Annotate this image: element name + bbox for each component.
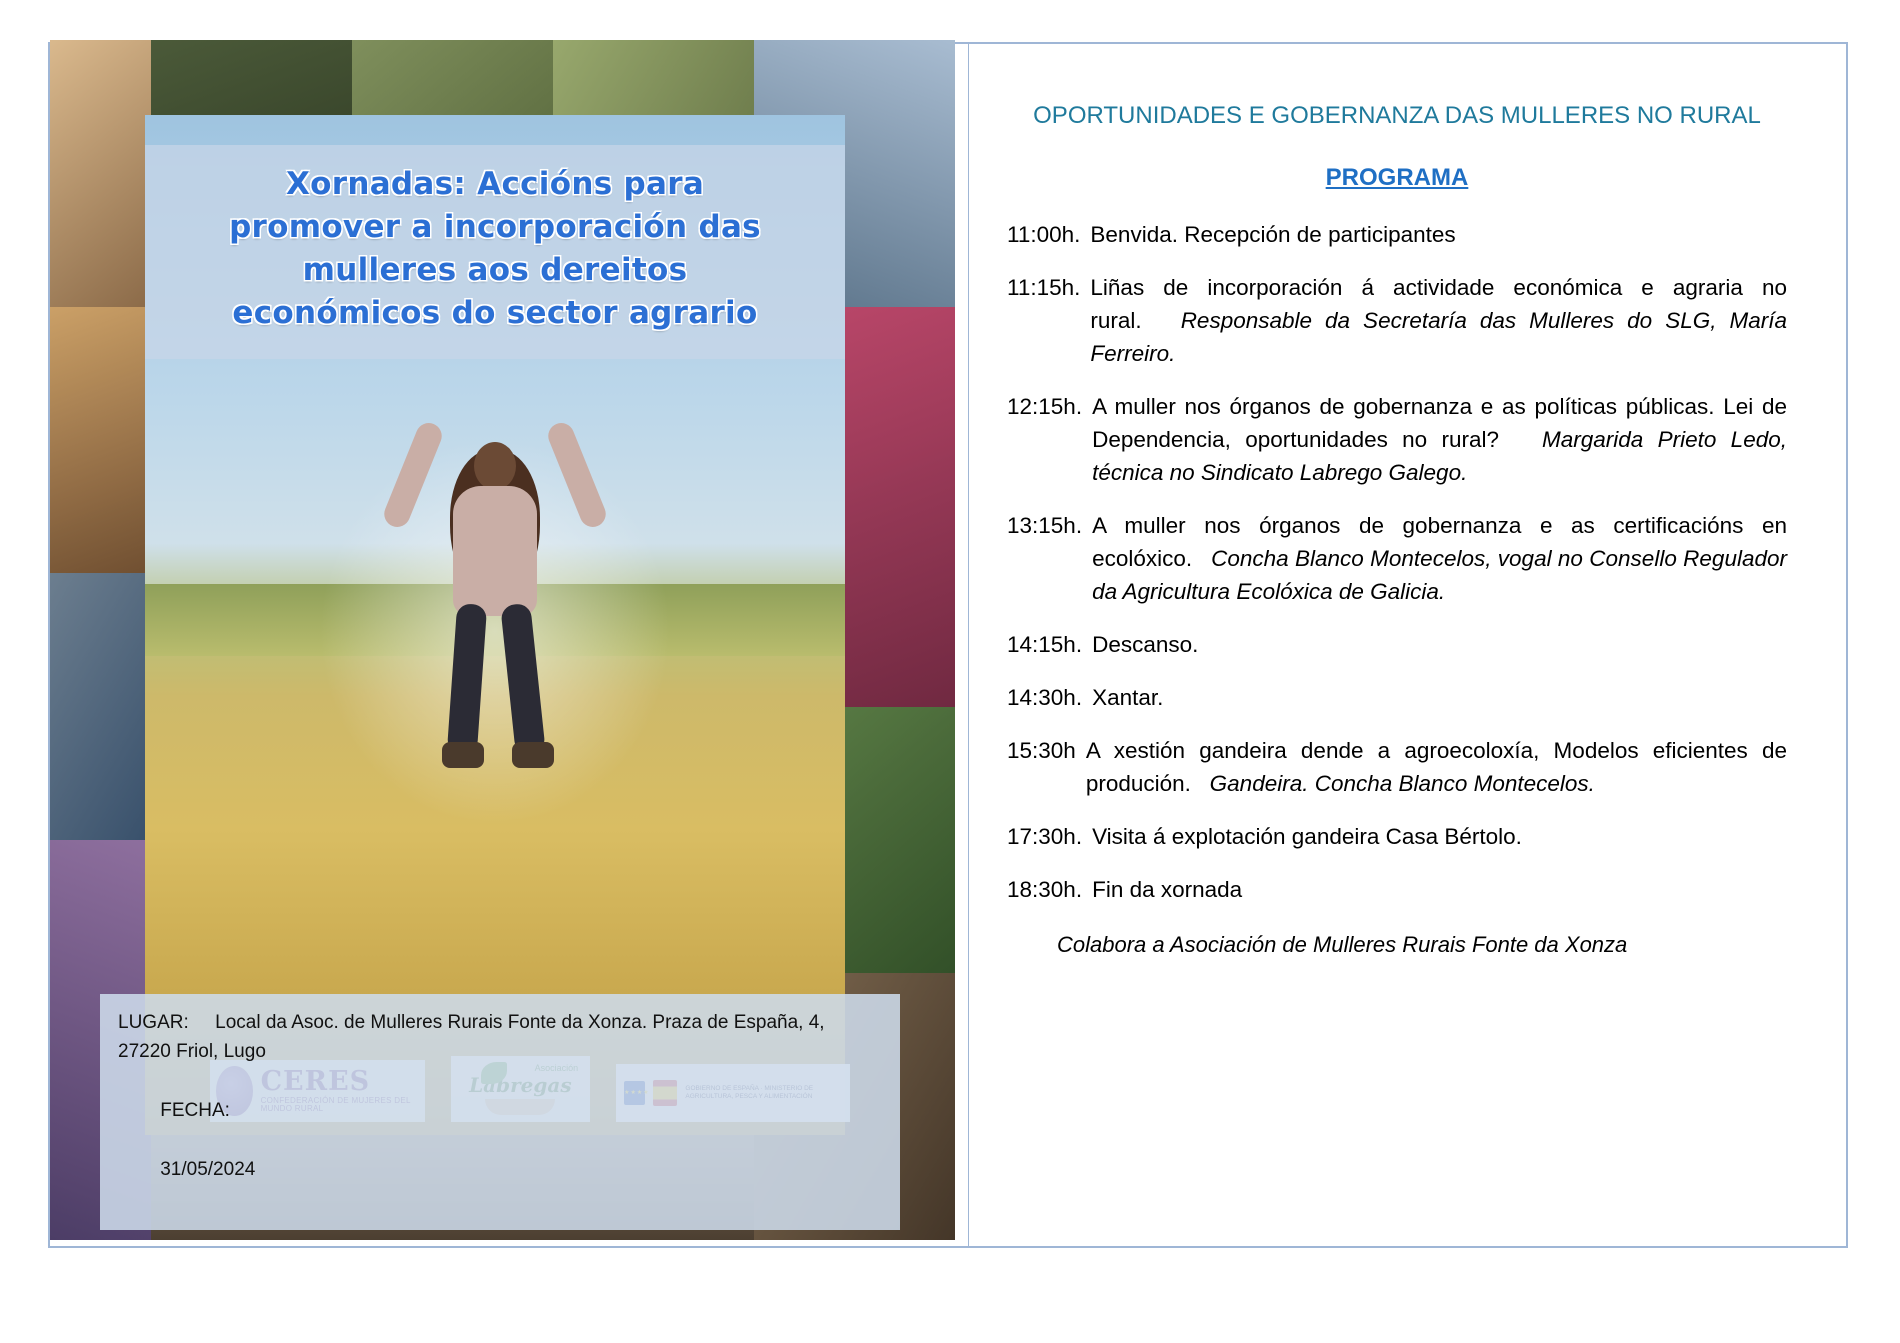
program-item-speaker: Margarida Prieto Ledo, técnica no Sindicato Labrego Galego. <box>1092 427 1787 485</box>
program-item <box>1007 509 1787 608</box>
program-item <box>1007 628 1787 661</box>
poster-title-line-3: mulleres aos dereitos <box>302 252 688 288</box>
program-item-text: Fin da xornada <box>1092 877 1243 902</box>
program-item-text: A muller nos órganos de gobernanza e as certificacións en ecolóxico. <box>1092 513 1787 571</box>
program-item-text: Descanso. <box>1092 632 1199 657</box>
program-item-time: 14:30h. <box>1007 685 1083 710</box>
program-item-body <box>1090 218 1787 251</box>
program-item <box>1007 271 1787 370</box>
program-item-text: A muller nos órganos de gobernanza e as políticas públicas. Lei de Dependencia, oportunidades no rural? <box>1092 394 1787 452</box>
program-item-body <box>1090 271 1787 370</box>
poster-image <box>50 40 955 1240</box>
program-item <box>1007 390 1787 489</box>
program-item-text: Xantar. <box>1092 685 1164 710</box>
poster-title-line-1: Xornadas: Accións para <box>285 166 705 202</box>
lugar-value: Local da Asoc. de Mulleres Rurais Fonte da Xonza. Praza de España, 4, 27220 Friol, Lugo <box>118 1011 825 1063</box>
program-item-body <box>1092 681 1787 714</box>
program-item-time: 13:15h. <box>1007 513 1083 538</box>
program-item-body <box>1092 509 1787 608</box>
program-item <box>1007 218 1787 251</box>
program-list <box>1007 218 1787 906</box>
program-item-text: A xestión gandeira dende a agroecoloxía, Modelos eficientes de produción. <box>1085 738 1787 796</box>
program-item-body <box>1092 873 1787 906</box>
program-column <box>955 40 1845 1303</box>
event-details-box <box>100 994 900 1230</box>
program-item-time: 11:15h. <box>1007 275 1081 300</box>
program-item-speaker: Concha Blanco Montecelos, vogal no Consello Regulador da Agricultura Ecolóxica de Galicia. <box>1092 546 1787 604</box>
program-subheading: PROGRAMA <box>1325 164 1469 191</box>
program-item <box>1007 681 1787 714</box>
program-item-body <box>1086 734 1787 800</box>
program-item-speaker: Gandeira. Concha Blanco Montecelos. <box>1209 771 1595 796</box>
fecha-label: FECHA: <box>160 1100 230 1122</box>
program-heading: OPORTUNIDADES E GOBERNANZA DAS MULLERES NO RURAL <box>1033 102 1761 129</box>
program-item <box>1007 734 1787 800</box>
program-item-body <box>1092 628 1787 661</box>
program-item-text: Visita á explotación gandeira Casa Bértolo. <box>1092 824 1522 849</box>
program-item-time: 18:30h. <box>1007 877 1083 902</box>
program-item-text: Liñas de incorporación á actividade económica e agraria no rural. <box>1090 275 1787 333</box>
program-item-time: 11:00h. <box>1007 222 1081 247</box>
poster-title-line-4: económicos do sector agrario <box>232 295 758 331</box>
program-item-body <box>1092 390 1787 489</box>
program-item-time: 12:15h. <box>1007 394 1083 419</box>
program-item-speaker: Responsable da Secretaría das Mulleres do SLG, María Ferreiro. <box>1090 308 1787 366</box>
fecha-value: 31/05/2024 <box>160 1159 256 1181</box>
program-item-text: Benvida. Recepción de participantes <box>1090 222 1456 247</box>
program-item <box>1007 873 1787 906</box>
program-footer: Colabora a Asociación de Mulleres Rurais Fonte da Xonza <box>1057 932 1628 957</box>
program-item <box>1007 820 1787 853</box>
poster-title-line-2: promover a incorporación das <box>229 209 761 245</box>
poster-title <box>145 145 845 359</box>
program-item-body <box>1092 820 1787 853</box>
lugar-label: LUGAR: <box>118 1011 189 1033</box>
program-item-time: 15:30h <box>1007 738 1076 763</box>
program-item-time: 17:30h. <box>1007 824 1083 849</box>
program-item-time: 14:15h. <box>1007 632 1083 657</box>
jumping-woman-figure <box>390 390 600 810</box>
